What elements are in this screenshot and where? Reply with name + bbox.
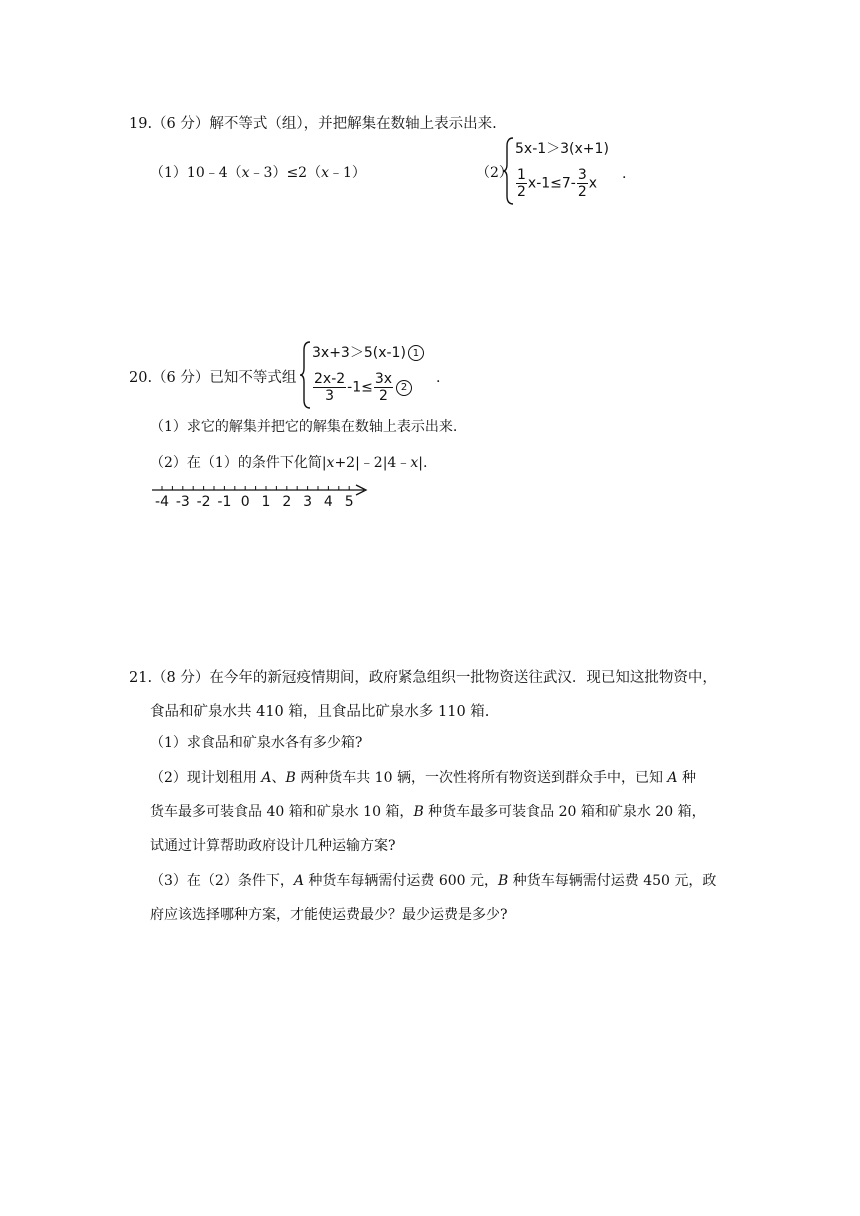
q21-part1: （1）求食品和矿泉水各有多少箱? <box>150 735 363 751</box>
q20-row1-text: 3x+3＞5(x-1) <box>312 345 406 361</box>
q19-end-dot: . <box>622 166 627 182</box>
q19-title: 19.（6 分）解不等式（组），并把解集在数轴上表示出来. <box>129 116 497 132</box>
q19-part1-suffix: ﹣1） <box>329 165 366 181</box>
number-line-label: 0 <box>240 494 250 510</box>
q21-part2-line1 <box>150 767 696 787</box>
fraction-numerator: 1 <box>517 167 526 183</box>
number-line-label: -4 <box>155 494 169 510</box>
q20-part2-suffix: |. <box>418 455 428 471</box>
q20-system-row-1 <box>312 342 424 362</box>
number-line-label: 4 <box>323 494 333 510</box>
text: 货车最多可装食品 40 箱和矿泉水 10 箱， <box>150 804 414 820</box>
circled-two: 2 <box>396 380 412 396</box>
var-a: A <box>261 770 272 786</box>
var-a: A <box>293 873 304 889</box>
circled-one: 1 <box>408 345 424 361</box>
fraction-numerator: 3 <box>577 167 587 183</box>
var-b: B <box>498 873 509 889</box>
number-line <box>150 480 380 520</box>
q19-var-x: x <box>241 165 250 181</box>
text: 种货车每辆需付运费 600 元， <box>303 873 499 889</box>
q19-system-row-2 <box>515 168 597 199</box>
fraction-denominator: 2 <box>517 184 526 200</box>
var-a: A <box>667 770 678 786</box>
q20-part2-prefix: （2）在（1）的条件下化简| <box>150 455 327 471</box>
text: （3）在（2）条件下， <box>150 873 294 889</box>
number-line-label: -2 <box>196 494 211 510</box>
q21-part2-line3: 试通过计算帮助政府设计几种运输方案? <box>150 838 396 854</box>
q19-row2-text: x-1≤7- <box>527 175 576 192</box>
q19-system-row-1: 5x-1＞3(x+1) <box>515 141 609 157</box>
text: 种 <box>677 770 696 786</box>
q19-row2-var: x <box>588 175 598 192</box>
q20-var-x: x <box>326 455 335 471</box>
number-line-label: 1 <box>261 494 271 510</box>
fraction-denominator: 2 <box>379 388 388 404</box>
q19-inequality-system <box>503 136 653 208</box>
q20-part1: （1）求它的解集并把它的解集在数轴上表示出来. <box>150 419 458 435</box>
left-brace-icon <box>503 136 515 206</box>
q20-title: 20.（6 分）已知不等式组 <box>129 370 297 386</box>
number-line-label: 2 <box>282 494 292 510</box>
fraction-numerator: 2x-2 <box>314 371 346 387</box>
q20-end-dot: . <box>436 370 441 386</box>
fraction-denominator: 2 <box>577 184 587 200</box>
number-line-label: -1 <box>217 494 232 510</box>
number-line-label: -3 <box>175 494 190 510</box>
left-brace-icon <box>300 340 312 410</box>
number-line-label: 5 <box>344 494 354 510</box>
q20-part2 <box>150 452 427 472</box>
q21-part3-line1 <box>150 870 716 890</box>
q20-system-row-2 <box>312 372 412 403</box>
text: 种货车每辆需付运费 450 元，政 <box>508 873 717 889</box>
text: （2）现计划租用 <box>150 770 262 786</box>
fraction-denominator: 3 <box>325 388 335 404</box>
var-b: B <box>285 770 296 786</box>
text: 、 <box>271 770 286 786</box>
q19-part1 <box>150 162 366 182</box>
q21-part3-line2: 府应该选择哪种方案，才能使运费最少？最少运费是多少? <box>150 907 508 923</box>
q19-part1-prefix: （1）10﹣4（ <box>150 165 242 181</box>
q21-line1: 21.（8 分）在今年的新冠疫情期间，政府紧急组织一批物资送往武汉．现已知这批物资中， <box>129 670 717 686</box>
q20-part2-mid: +2|﹣2|4﹣ <box>334 455 411 471</box>
q19-var-x: x <box>321 165 329 181</box>
q21-part2-line2 <box>150 801 706 821</box>
q20-row2-mid: -1≤ <box>347 379 373 396</box>
q20-inequality-system <box>300 340 460 412</box>
q21-line2: 食品和矿泉水共 410 箱，且食品比矿泉水多 110 箱. <box>150 704 490 720</box>
text: 两种货车共 10 辆，一次性将所有物资送到群众手中，已知 <box>295 770 668 786</box>
q20-var-x: x <box>410 455 419 471</box>
fraction-numerator: 3x <box>374 371 393 387</box>
number-line-label: 3 <box>303 494 313 510</box>
text: 种货车最多可装食品 20 箱和矿泉水 20 箱， <box>423 804 706 820</box>
q19-part1-mid: ﹣3）≤2（ <box>249 165 322 181</box>
var-b: B <box>413 804 424 820</box>
q19-part2-label: （2） <box>476 165 513 181</box>
